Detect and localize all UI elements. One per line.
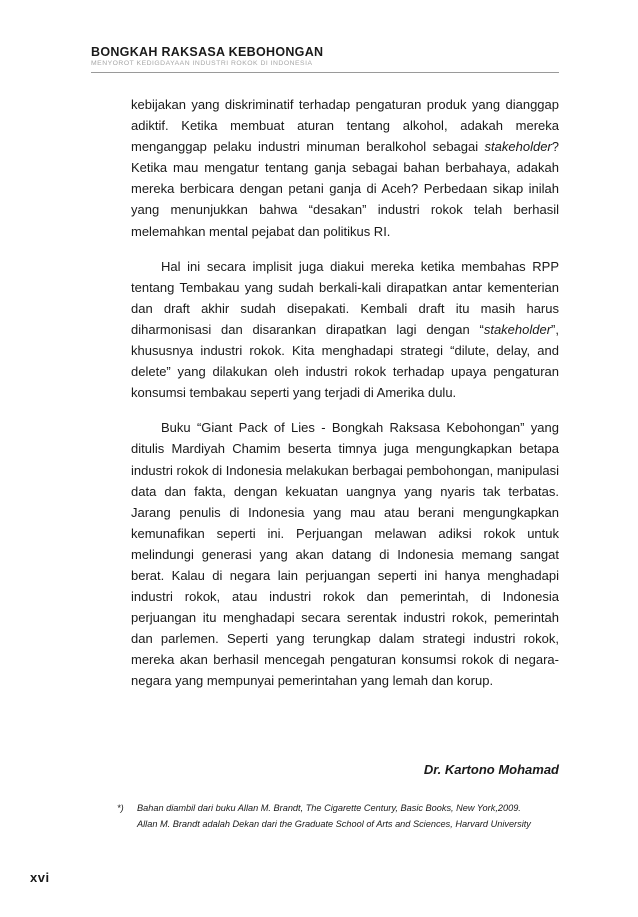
- paragraph-2-text-a: Hal ini secara implisit juga diakui mereka ketika membahas RPP tentang Tembakau yang sudah berkali-kali dirapatkan antar kementerian dan draft akhir sudah disepakati. Kembali draft itu masih harus diharmonisasi dan disarankan dirapatkan lagi dengan “: [131, 258, 559, 337]
- paragraph-1-text-a: kebijakan yang diskriminatif terhadap pengaturan produk yang dianggap adiktif. Ketika membuat aturan tentang alkohol, adakah mereka menganggap pelaku industri minuman beralkohol sebagai: [131, 97, 559, 155]
- author-signature: Dr. Kartono Mohamad: [423, 762, 559, 777]
- footnote-text-1: Bahan diambil dari buku Allan M. Brandt, The Cigarette Century, Basic Books, New York,2009.: [137, 803, 521, 813]
- running-header: [91, 45, 559, 68]
- paragraph-3: Buku “Giant Pack of Lies - Bongkah Raksasa Kebohongan” yang ditulis Mardiyah Chamim beserta timnya juga mengungkapkan betapa industri rokok di Indonesia melakukan berbagai pembohongan, manipulasi data dan fakta, dengan kekuatan uangnya yang nyaris tak terbatas. Jarang penulis di Indonesia yang mau atau berani mengungkapkan kemunafikan seperti ini. Perjuangan melawan adiksi rokok untuk melindungi generasi yang akan datang di Indonesia memang sangat berat. Kalau di negara lain perjuangan seperti ini hanya menghadapi industri rokok, atau industri rokok dan pemerintah, di Indonesia perjuangan itu menghadapi secara serentak industri rokok, pemerintah dan parlemen. Seperti yang terungkap dalam strategi industri rokok, mereka akan berhasil mencegah pengaturan konsumsi rokok di negara-negara yang mempunyai pemerintahan yang lemah dan korup.: [131, 420, 559, 689]
- paragraph-2-text-b: ”, khususnya industri rokok. Kita menghadapi strategi “dilute, delay, and delete” yang dilakukan oleh industri rokok terhadap upaya pengaturan konsumsi tembakau seperti yang terjadi di Amerika dulu.: [131, 321, 559, 401]
- paragraph-1-text-b: ? Ketika mau mengatur tentang ganja sebagai bahan berbahaya, adakah mereka berbicara dengan petani ganja di Aceh? Perbedaan sikap inilah yang menunjukkan bahwa “desakan” industri rokok telah berhasil melemahkan mental pejabat dan politikus RI.: [131, 139, 559, 239]
- header-subtitle: MENYOROT KEDIGDAYAAN INDUSTRI ROKOK DI INDONESIA: [91, 60, 313, 67]
- footnote-text-2: Allan M. Brandt adalah Dekan dari the Graduate School of Arts and Sciences, Harvard University: [137, 819, 531, 829]
- header-divider: [91, 72, 559, 73]
- footnote-line-1: [117, 800, 567, 816]
- body-text: [131, 94, 559, 692]
- paragraph-1: [131, 94, 559, 242]
- header-title: BONGKAH RAKSASA KEBOHONGAN: [91, 45, 324, 59]
- page-number: xvi: [30, 870, 50, 885]
- footnote: [117, 800, 567, 832]
- footnote-marker: *): [117, 803, 124, 813]
- paragraph-2: [131, 256, 559, 404]
- paragraph-2-emphasis: stakeholder: [483, 321, 552, 337]
- paragraph-1-emphasis: stakeholder: [484, 139, 552, 155]
- footnote-line-2: [117, 816, 567, 832]
